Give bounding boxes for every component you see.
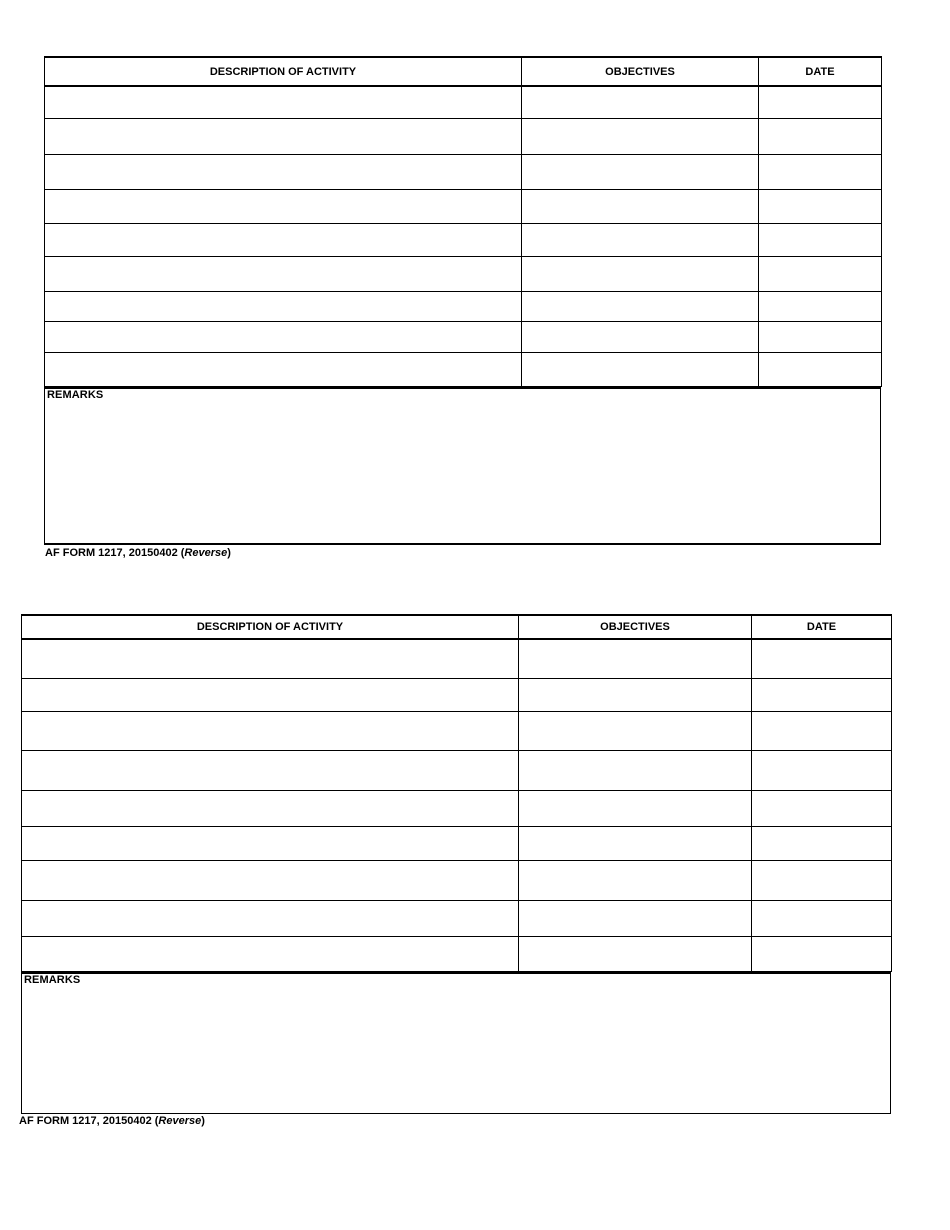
- table-row: [22, 711, 892, 750]
- table-row: [22, 639, 892, 678]
- objectives-cell[interactable]: [522, 223, 759, 256]
- objectives-cell[interactable]: [519, 826, 752, 860]
- objectives-cell[interactable]: [522, 291, 759, 321]
- table-row: [45, 256, 882, 291]
- description-cell[interactable]: [45, 189, 522, 223]
- table-header-row: [22, 615, 892, 639]
- date-cell[interactable]: [752, 860, 892, 900]
- objectives-cell[interactable]: [522, 86, 759, 118]
- date-column-header: DATE: [759, 57, 882, 86]
- description-cell[interactable]: [22, 826, 519, 860]
- description-cell[interactable]: [45, 321, 522, 352]
- date-cell[interactable]: [752, 900, 892, 936]
- description-cell[interactable]: [22, 711, 519, 750]
- description-cell[interactable]: [22, 900, 519, 936]
- form-id-text: AF FORM 1217, 20150402 (: [45, 547, 185, 559]
- description-cell[interactable]: [45, 256, 522, 291]
- objectives-cell[interactable]: [519, 711, 752, 750]
- remarks-field[interactable]: [45, 405, 880, 543]
- date-cell[interactable]: [752, 936, 892, 971]
- objectives-cell[interactable]: [519, 936, 752, 971]
- objectives-cell[interactable]: [522, 118, 759, 154]
- footer-close-paren: ): [227, 547, 231, 559]
- description-cell[interactable]: [45, 291, 522, 321]
- activity-form-bottom: [21, 614, 891, 1114]
- objectives-cell[interactable]: [522, 321, 759, 352]
- form-id-text: AF FORM 1217, 20150402 (: [19, 1115, 159, 1127]
- remarks-label: REMARKS: [24, 973, 81, 986]
- table-row: [45, 291, 882, 321]
- objectives-cell[interactable]: [519, 639, 752, 678]
- table-row: [22, 826, 892, 860]
- table-row: [45, 154, 882, 189]
- remarks-box: [44, 387, 881, 545]
- remarks-label: REMARKS: [47, 388, 104, 401]
- table-row: [45, 189, 882, 223]
- footer-close-paren: ): [201, 1115, 205, 1127]
- description-cell[interactable]: [45, 352, 522, 386]
- date-cell[interactable]: [759, 256, 882, 291]
- table-row: [22, 936, 892, 971]
- date-cell[interactable]: [759, 223, 882, 256]
- date-cell[interactable]: [759, 154, 882, 189]
- description-cell[interactable]: [22, 678, 519, 711]
- objectives-cell[interactable]: [519, 750, 752, 790]
- objectives-cell[interactable]: [519, 860, 752, 900]
- description-cell[interactable]: [22, 860, 519, 900]
- remarks-box: [21, 972, 891, 1114]
- description-cell[interactable]: [22, 790, 519, 826]
- objectives-column-header: OBJECTIVES: [519, 615, 752, 639]
- date-cell[interactable]: [752, 750, 892, 790]
- description-cell[interactable]: [45, 154, 522, 189]
- description-column-header: DESCRIPTION OF ACTIVITY: [45, 57, 522, 86]
- description-cell[interactable]: [22, 936, 519, 971]
- date-cell[interactable]: [752, 639, 892, 678]
- objectives-cell[interactable]: [522, 256, 759, 291]
- form-footer: [19, 1115, 205, 1127]
- table-row: [22, 790, 892, 826]
- objectives-cell[interactable]: [519, 790, 752, 826]
- table-row: [45, 118, 882, 154]
- objectives-cell[interactable]: [519, 678, 752, 711]
- table-row: [45, 352, 882, 386]
- date-cell[interactable]: [752, 826, 892, 860]
- description-cell[interactable]: [45, 223, 522, 256]
- activity-table: [21, 614, 892, 972]
- reverse-text: Reverse: [158, 1115, 202, 1127]
- table-row: [22, 900, 892, 936]
- date-cell[interactable]: [759, 321, 882, 352]
- table-row: [22, 860, 892, 900]
- table-header-row: [45, 57, 882, 86]
- table-row: [45, 223, 882, 256]
- objectives-cell[interactable]: [522, 352, 759, 386]
- activity-table: [44, 56, 882, 387]
- objectives-cell[interactable]: [522, 189, 759, 223]
- description-column-header: DESCRIPTION OF ACTIVITY: [22, 615, 519, 639]
- form-footer: [45, 547, 231, 559]
- reverse-text: Reverse: [184, 547, 228, 559]
- description-cell[interactable]: [22, 639, 519, 678]
- description-cell[interactable]: [22, 750, 519, 790]
- description-cell[interactable]: [45, 86, 522, 118]
- date-cell[interactable]: [759, 118, 882, 154]
- objectives-column-header: OBJECTIVES: [522, 57, 759, 86]
- date-cell[interactable]: [752, 678, 892, 711]
- date-cell[interactable]: [759, 86, 882, 118]
- activity-form-top: [44, 56, 881, 545]
- date-column-header: DATE: [752, 615, 892, 639]
- remarks-field[interactable]: [22, 990, 890, 1113]
- objectives-cell[interactable]: [522, 154, 759, 189]
- date-cell[interactable]: [759, 291, 882, 321]
- date-cell[interactable]: [752, 790, 892, 826]
- description-cell[interactable]: [45, 118, 522, 154]
- table-row: [45, 321, 882, 352]
- date-cell[interactable]: [752, 711, 892, 750]
- table-row: [22, 750, 892, 790]
- date-cell[interactable]: [759, 189, 882, 223]
- objectives-cell[interactable]: [519, 900, 752, 936]
- table-row: [22, 678, 892, 711]
- table-row: [45, 86, 882, 118]
- date-cell[interactable]: [759, 352, 882, 386]
